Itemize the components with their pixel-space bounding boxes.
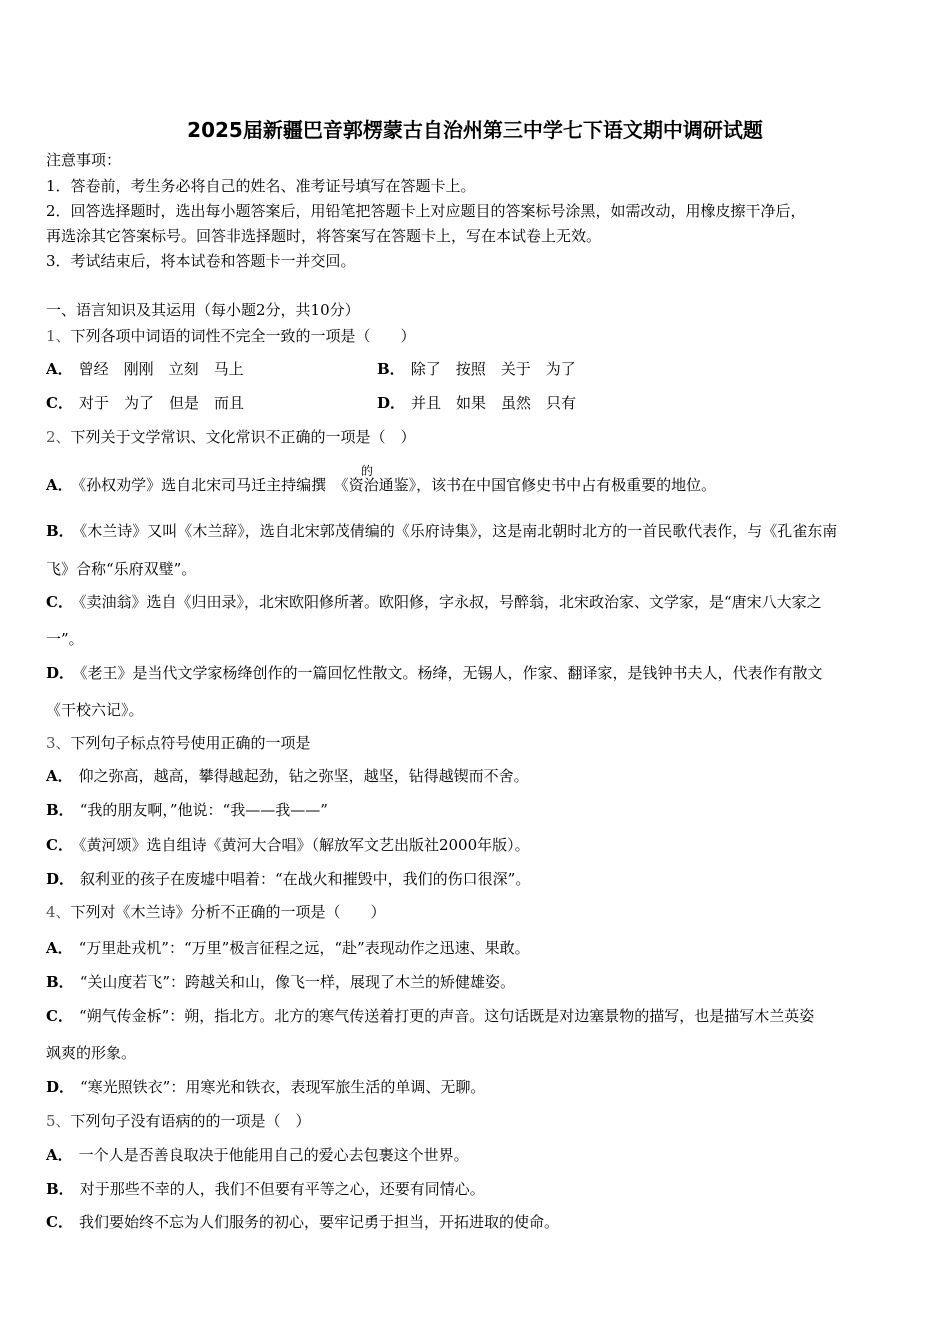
- note-item: 3．考试结束后，将本试卷和答题卡一并交回。: [46, 252, 356, 270]
- option-letter: C．: [46, 836, 73, 854]
- question-number: 4、: [46, 903, 71, 921]
- question-2-stem: [46, 428, 416, 446]
- page-title: 2025届新疆巴音郭楞蒙古自治州第三中学七下语文期中调研试题: [187, 118, 763, 142]
- option-text: 对于 为了 但是 而且: [78, 394, 244, 412]
- note-item: 再选涂其它答案标号。回答非选择题时，将答案写在答题卡上，写在本试卷上无效。: [46, 227, 602, 245]
- question-number: 1、: [46, 327, 71, 345]
- q4-option-c: [46, 1007, 814, 1025]
- option-letter: B．: [46, 801, 74, 819]
- option-text: 《孙权劝学》选自北宋司马迁主持编撰 《资治通鉴》，该书在中国官修史书中占有极重要的地位。: [78, 476, 717, 494]
- question-text: 下列句子标点符号使用正确的一项是: [70, 734, 311, 752]
- q1-option-a: [46, 360, 244, 378]
- note-item: 2．回答选择题时，选出每小题答案后，用铅笔把答题卡上对应题目的答案标号涂黑，如需改动，用橡皮擦干净后，: [46, 202, 806, 220]
- question-number: 3、: [46, 734, 71, 752]
- option-letter: B．: [46, 1180, 74, 1198]
- q3-option-a: [46, 767, 529, 785]
- option-letter: A．: [46, 360, 73, 378]
- question-number: 5、: [46, 1112, 71, 1130]
- option-text: 并且 如果 虽然 只有: [411, 394, 577, 412]
- notes-heading: 注意事项：: [46, 151, 122, 169]
- question-5-stem: [46, 1112, 311, 1130]
- option-text: 《木兰诗》又叫《木兰辞》，选自北宋郭茂倩编的《乐府诗集》，这是南北朝时北方的一首民歌代表作，与《孔雀东南: [79, 522, 838, 540]
- option-text: “我的朋友啊，”他说：“我——我——”: [79, 801, 328, 819]
- option-letter: B．: [46, 522, 74, 540]
- question-number: 2、: [46, 428, 71, 446]
- option-text: 曾经 刚刚 立刻 马上: [78, 360, 244, 378]
- q2-option-c: [46, 593, 822, 611]
- option-letter: A．: [46, 767, 73, 785]
- q2-option-b: [46, 522, 837, 540]
- option-text: 仰之弥高，越高，攀得越起劲，钻之弥坚，越坚，钻得越锲而不舍。: [78, 767, 529, 785]
- option-text: “朔气传金柝”：朔，指北方。北方的寒气传送着打更的声音。这句话既是对边塞景物的描写，也是描写木兰英姿: [78, 1007, 815, 1025]
- q4-option-c-cont: 飒爽的形象。: [46, 1044, 137, 1062]
- question-3-stem: [46, 734, 311, 752]
- superscript-note: 的: [361, 464, 374, 478]
- option-text: 叙利亚的孩子在废墟中唱着：“在战火和摧毁中，我们的伤口很深”。: [80, 870, 531, 888]
- option-text: “寒光照铁衣”：用寒光和铁衣，表现军旅生活的单调、无聊。: [80, 1078, 486, 1096]
- q5-option-a: [46, 1146, 469, 1164]
- q3-option-b: [46, 801, 328, 819]
- q5-option-c: [46, 1213, 559, 1231]
- q2-option-d: [46, 664, 823, 682]
- q4-option-a: [46, 939, 530, 957]
- q2-option-a: [46, 476, 716, 494]
- option-letter: C．: [46, 1007, 73, 1025]
- option-letter: D．: [377, 394, 406, 412]
- question-text: 下列对《木兰诗》分析不正确的一项是（ ）: [70, 903, 386, 921]
- q4-option-d: [46, 1078, 485, 1096]
- q2-option-d-cont: 《干校六记》。: [46, 701, 144, 719]
- question-text: 下列关于文学常识、文化常识不正确的一项是（ ）: [70, 428, 416, 446]
- option-letter: D．: [46, 1078, 75, 1096]
- option-text: 《卖油翁》选自《归田录》，北宋欧阳修所著。欧阳修，字永叔，号醉翁，北宋政治家、文学家，是“唐宋八大家之: [78, 593, 822, 611]
- option-text: 《黄河颂》选自组诗《黄河大合唱》（解放军文艺出版社2000年版）。: [78, 836, 530, 854]
- option-letter: A．: [46, 1146, 73, 1164]
- option-text: “关山度若飞”：跨越关和山，像飞一样，展现了木兰的矫健雄姿。: [79, 973, 516, 991]
- q1-option-c: [46, 394, 244, 412]
- option-text: 对于那些不幸的人，我们不但要有平等之心，还要有同情心。: [79, 1180, 485, 1198]
- option-text: “万里赴戎机”：“万里”极言征程之远，“赴”表现动作之迅速、果敢。: [78, 939, 530, 957]
- option-letter: B．: [46, 973, 74, 991]
- option-letter: A．: [46, 476, 73, 494]
- q4-option-b: [46, 973, 515, 991]
- q3-option-c: [46, 836, 530, 854]
- question-text: 下列各项中词语的词性不完全一致的一项是（ ）: [70, 327, 416, 345]
- option-letter: C．: [46, 593, 73, 611]
- option-letter: C．: [46, 394, 73, 412]
- q5-option-b: [46, 1180, 485, 1198]
- q1-option-b: [377, 360, 576, 378]
- note-item: 1．答卷前，考生务必将自己的姓名、准考证号填写在答题卡上。: [46, 177, 476, 195]
- q2-option-c-cont: 一”。: [46, 630, 84, 648]
- option-letter: A．: [46, 939, 73, 957]
- section-heading: 一、语言知识及其运用（每小题2分，共10分）: [46, 301, 360, 319]
- q1-option-d: [377, 394, 576, 412]
- option-text: 一个人是否善良取决于他能用自己的爱心去包裹这个世界。: [78, 1146, 469, 1164]
- option-letter: C．: [46, 1213, 73, 1231]
- q2-option-b-cont: 飞》合称“乐府双璧”。: [46, 560, 197, 578]
- option-text: 我们要始终不忘为人们服务的初心，要牢记勇于担当，开拓进取的使命。: [78, 1213, 559, 1231]
- question-1-stem: [46, 327, 416, 345]
- question-text: 下列句子没有语病的的一项是（ ）: [70, 1112, 311, 1130]
- option-text: 《老王》是当代文学家杨绛创作的一篇回忆性散文。杨绛，无锡人，作家、翻译家，是钱钟书夫人，代表作有散文: [80, 664, 823, 682]
- option-text: 除了 按照 关于 为了: [410, 360, 576, 378]
- option-letter: D．: [46, 664, 75, 682]
- question-4-stem: [46, 903, 386, 921]
- option-letter: B．: [377, 360, 405, 378]
- option-letter: D．: [46, 870, 75, 888]
- q3-option-d: [46, 870, 530, 888]
